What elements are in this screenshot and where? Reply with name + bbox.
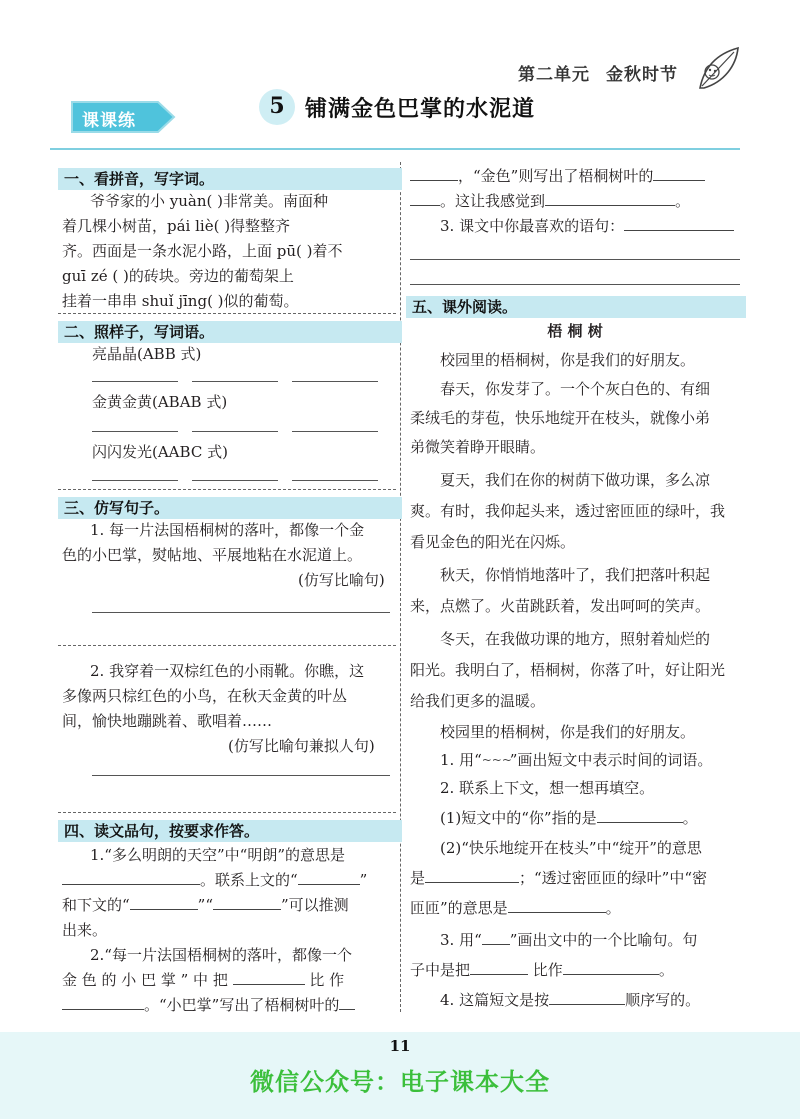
s2-example-2: 金黄金黄(ABAB 式) [92,393,228,411]
s1-line-3: 齐。西面是一条水泥小路，上面 pū( )着不 [62,242,343,260]
section-2-heading: 二、照样子，写词语。 [58,321,402,343]
s5-q2-2-line-1: (2)“快乐地绽开在枝头”中“绽开”的意思 [440,839,702,857]
s4-right-line-3: 3. 课文中你最喜欢的语句： [440,216,734,236]
separator [58,313,396,314]
answer-blank[interactable] [549,990,625,1005]
answer-blank[interactable] [653,166,705,181]
answer-blank[interactable] [298,870,360,885]
section-1-heading: 一、看拼音，写字词。 [58,168,402,190]
page-number: 11 [389,1037,411,1055]
answer-blank[interactable] [92,381,178,382]
header-divider [50,148,740,150]
answer-blank[interactable] [92,431,178,432]
column-divider [400,162,401,1012]
answer-line[interactable] [92,775,390,776]
reading-line: 校园里的梧桐树，你是我们的好朋友。 [440,723,696,741]
answer-blank[interactable] [233,970,305,985]
s4-line-2: 。联系上文的“ ” [62,870,367,890]
s2-example-3: 闪闪发光(AABC 式) [92,443,228,461]
s4-line-7: 。“小巴掌”写出了梧桐树叶的 [62,995,355,1015]
answer-blank[interactable] [292,381,378,382]
answer-blank[interactable] [470,960,528,975]
answer-blank[interactable] [545,191,675,206]
s5-q3-line-1: 3. 用“ ”画出文中的一个比喻句。句 [440,931,698,949]
answer-blank[interactable] [410,191,440,206]
wavy-underline-icon: ~~~ [481,753,512,767]
separator [58,812,396,813]
answer-blank[interactable] [192,431,278,432]
s5-q2: 2. 联系上下文，想一想再填空。 [440,779,655,797]
s2-example-1: 亮晶晶(ABB 式) [92,345,202,363]
answer-blank[interactable] [130,895,198,910]
s3-q1-line-2: 色的小巴掌，熨帖地、平展地粘在水泥道上。 [62,546,363,564]
s4-line-5: 2.“每一片法国梧桐树的落叶，都像一个 [90,946,352,964]
s3-q2-line-3: 间，愉快地蹦跳着、歌唱着…… [62,712,273,730]
section-3-heading: 三、仿写句子。 [58,497,402,519]
reading-line: 弟微笑着睁开眼睛。 [410,438,546,456]
separator [58,489,396,490]
answer-line[interactable] [410,259,740,260]
answer-blank[interactable] [62,870,200,885]
s5-q2-1: (1)短文中的“你”指的是 。 [440,809,698,827]
answer-blank[interactable] [410,166,458,181]
reading-line: 校园里的梧桐树，你是我们的好朋友。 [440,351,696,369]
answer-blank[interactable] [192,381,278,382]
answer-blank[interactable] [292,431,378,432]
s1-line-4: guī zé ( )的砖块。旁边的葡萄架上 [62,267,294,285]
answer-blank[interactable] [292,480,378,481]
answer-blank[interactable] [597,808,683,823]
reading-line: 阳光。我明白了，梧桐树，你落了叶，好让阳光 [410,661,726,679]
s4-line-1: 1.“多么明朗的天空”中“明朗”的意思是 [90,846,345,864]
reading-line: 春天，你发芽了。一个个灰白色的、有细 [440,380,711,398]
reading-line: 柔绒毛的芽苞，快乐地绽开在枝头，就像小弟 [410,409,711,427]
s4-line-6: 金 色 的 小 巴 掌 ” 中 把 比 作 [62,971,345,989]
unit-label: 第二单元 金秋时节 [518,65,678,85]
answer-blank[interactable] [563,960,659,975]
s5-q3-line-2: 子中是把 比作 。 [410,961,674,979]
reading-line: 给我们更多的温暖。 [410,692,546,710]
poem-title: 梧 桐 树 [547,322,603,340]
answer-blank[interactable] [624,216,734,231]
s4-line-3: 和下文的“ ”“ ”可以推测 [62,896,349,914]
s4-line-4: 出来。 [62,921,108,939]
underline-sample [482,930,510,945]
s3-q1-note: (仿写比喻句) [298,571,385,589]
section-4-heading: 四、读文品句，按要求作答。 [58,820,402,842]
answer-blank[interactable] [508,898,606,913]
reading-line: 夏天，我们在你的树荫下做功课，多么凉 [440,471,711,489]
s3-q1-line-1: 1. 每一片法国梧桐树的落叶，都像一个金 [90,521,365,539]
s1-line-2: 着几棵小树苗，pái liè( )得整整齐 [62,217,291,235]
s4-right-line-2: 。这让我感觉到 。 [410,191,690,211]
s5-q4: 4. 这篇短文是按 顺序写的。 [440,991,701,1009]
s5-q1: 1. 用“~~~”画出短文中表示时间的词语。 [440,751,713,769]
reading-line: 秋天，你悄悄地落叶了，我们把落叶积起 [440,566,711,584]
section-5-heading: 五、课外阅读。 [406,296,746,318]
lesson-title: 铺满金色巴掌的水泥道 [305,97,536,122]
s5-q2-2-line-3: 匝匝”的意思是 。 [410,899,621,917]
s1-line-5: 挂着一串串 shuǐ jīng( )似的葡萄。 [62,292,299,310]
s3-q2-line-1: 2. 我穿着一双棕红色的小雨靴。你瞧，这 [90,662,365,680]
answer-blank[interactable] [339,995,355,1010]
answer-blank[interactable] [62,995,144,1010]
answer-blank[interactable] [213,895,281,910]
reading-line: 来，点燃了。火苗跳跃着，发出呵呵的笑声。 [410,597,711,615]
s5-q2-2-line-2: 是 ；“透过密匝匝的绿叶”中“密 [410,869,708,887]
answer-blank[interactable] [92,480,178,481]
s4-right-line-1: ，“金色”则写出了梧桐树叶的 [410,166,705,186]
s3-q2-line-2: 多像两只棕红色的小鸟，在秋天金黄的叶丛 [62,687,348,705]
reading-line: 爽。有时，我仰起头来，透过密匝匝的绿叶，我 [410,502,726,520]
separator [58,645,396,646]
lesson-number: 5 [259,89,295,125]
leaf-decoration-icon [694,42,746,94]
reading-line: 冬天，在我做功课的地方，照射着灿烂的 [440,630,711,648]
s1-line-1: 爷爷家的小 yuàn( )非常美。南面种 [90,192,328,210]
answer-blank[interactable] [425,868,519,883]
reading-line: 看见金色的阳光在闪烁。 [410,533,576,551]
wechat-watermark: 微信公众号：电子课本大全 [250,1068,550,1096]
lesson-tag: 课课练 [82,111,136,131]
answer-line[interactable] [92,612,390,613]
s3-q2-note: (仿写比喻句兼拟人句) [228,737,375,755]
answer-blank[interactable] [192,480,278,481]
answer-line[interactable] [410,284,740,285]
